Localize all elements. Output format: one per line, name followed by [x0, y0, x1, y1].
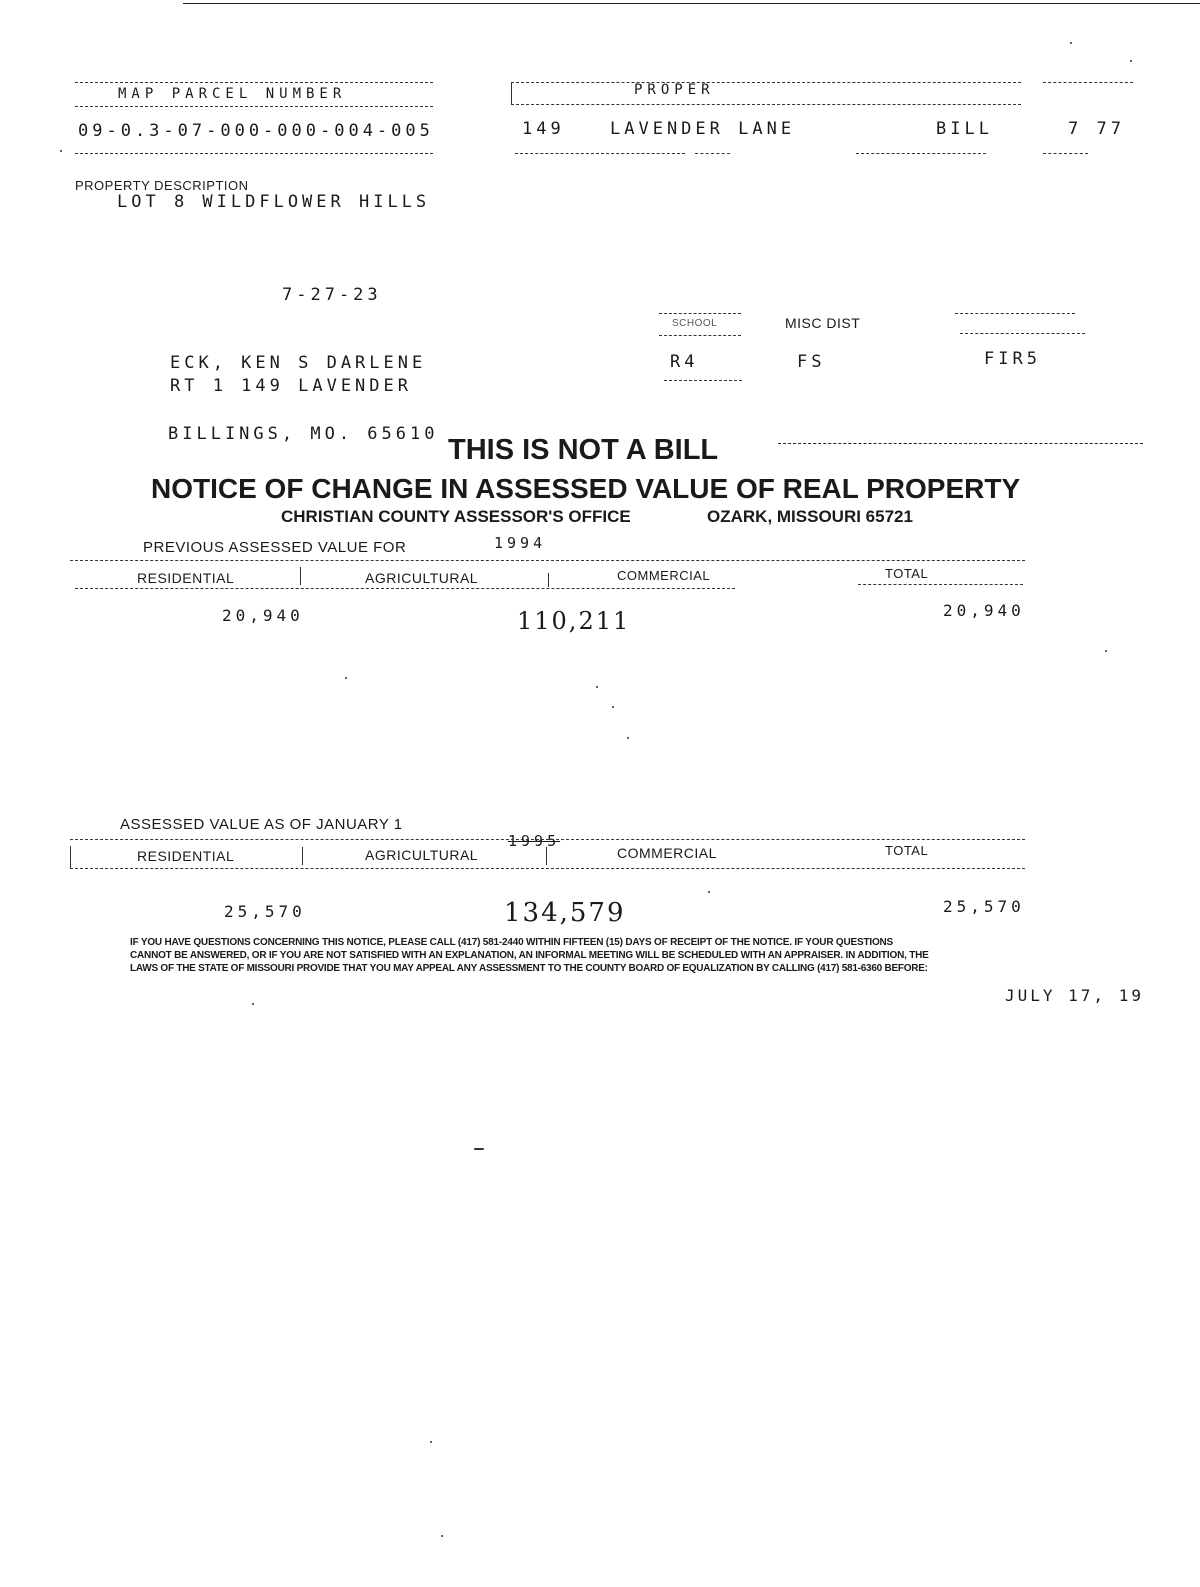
previous-table-bottom-right — [858, 584, 1023, 585]
owner-city: BILLINGS, MO. 65610 — [168, 424, 439, 444]
fire-value: FIR5 — [984, 349, 1041, 369]
scan-speck — [612, 706, 614, 708]
notice-title: NOTICE OF CHANGE IN ASSESSED VALUE OF REAL PROPERTY — [151, 473, 1021, 504]
previous-table-top — [70, 560, 1025, 561]
map-parcel-label: MAP PARCEL NUMBER — [118, 86, 347, 102]
previous-total-header: TOTAL — [885, 566, 929, 581]
previous-col-divider-1 — [300, 567, 301, 585]
scan-speck — [1130, 60, 1132, 62]
scan-speck — [1105, 650, 1107, 652]
previous-agricultural-header: AGRICULTURAL — [365, 570, 479, 586]
current-table-left — [70, 846, 71, 868]
previous-label: PREVIOUS ASSESSED VALUE FOR — [143, 539, 407, 556]
current-label: ASSESSED VALUE AS OF JANUARY 1 — [120, 816, 403, 833]
parcel-box-bottom — [75, 153, 433, 154]
current-agricultural-header: AGRICULTURAL — [365, 847, 479, 863]
property-address-number: 149 — [522, 119, 565, 139]
previous-total-value: 20,940 — [943, 601, 1025, 620]
property-box-divider — [511, 104, 1021, 105]
property-description-value: LOT 8 WILDFLOWER HILLS — [117, 192, 431, 212]
fire-box-divider — [960, 333, 1085, 334]
school-label: SCHOOL — [672, 318, 718, 329]
current-table-bottom — [70, 868, 1025, 869]
current-residential-value: 25,570 — [224, 902, 306, 921]
current-commercial-header: COMMERCIAL — [617, 845, 717, 861]
property-label: PROPER — [634, 82, 715, 98]
property-street: LAVENDER LANE — [610, 119, 796, 139]
current-total-value: 25,570 — [943, 897, 1025, 916]
not-a-bill-heading: THIS IS NOT A BILL — [448, 434, 719, 466]
school-value: R4 — [670, 352, 699, 372]
footer-line-1: IF YOU HAVE QUESTIONS CONCERNING THIS NOTICE, PLEASE CALL (417) 581-2440 WITHIN FIFTEEN (15) DAYS OF RECEIPT OF THE NOTICE. IF YOUR QUESTIONS — [130, 937, 894, 948]
misc-dist-value: FS — [797, 352, 826, 372]
parcel-box-divider — [75, 106, 433, 107]
school-box-top — [659, 313, 741, 314]
property-box-top — [511, 82, 1021, 83]
previous-residential-value: 20,940 — [222, 606, 304, 625]
previous-residential-header: RESIDENTIAL — [137, 570, 235, 586]
previous-year: 1994 — [494, 534, 547, 552]
appeal-deadline: JULY 17, 19 — [1005, 986, 1144, 1005]
current-year: 1995 — [508, 832, 561, 850]
school-box-divider — [659, 335, 741, 336]
map-parcel-number: 09-0.3-07-000-000-004-005 — [78, 121, 434, 141]
footer-line-2: CANNOT BE ANSWERED, OR IF YOU ARE NOT SATISFIED WITH AN EXPLANATION, AN INFORMAL MEETING WILL BE SCHEDULED WITH AN APPRAISER. IN ADDITION, THE — [130, 950, 929, 961]
current-total-header: TOTAL — [885, 843, 929, 858]
scan-speck — [345, 677, 347, 679]
previous-col-divider-2 — [548, 573, 549, 587]
scan-speck — [708, 891, 710, 893]
previous-table-bottom — [75, 588, 735, 589]
scan-speck — [1070, 42, 1072, 44]
school-box-bottom — [664, 380, 742, 381]
scan-speck — [60, 150, 62, 152]
property-code: 7 77 — [1068, 119, 1125, 139]
owner-name: ECK, KEN S DARLENE — [170, 353, 427, 373]
scan-speck — [252, 1003, 254, 1005]
property-underline-3 — [856, 153, 986, 154]
scan-speck — [627, 737, 629, 739]
property-underline-4 — [1043, 153, 1088, 154]
property-underline-2 — [695, 153, 730, 154]
current-col-divider-1 — [302, 847, 303, 865]
current-agricultural-value: 134,579 — [504, 898, 626, 928]
property-underline-1 — [515, 153, 685, 154]
scan-speck — [596, 686, 598, 688]
address-rule — [778, 443, 1143, 444]
previous-agricultural-value: 110,211 — [517, 607, 631, 635]
property-description-label: PROPERTY DESCRIPTION — [75, 178, 249, 193]
owner-address: RT 1 149 LAVENDER — [170, 376, 412, 396]
property-box-left — [511, 82, 512, 104]
misc-dist-label: MISC DIST — [785, 315, 861, 331]
scan-speck — [430, 1441, 432, 1443]
footer-line-3: LAWS OF THE STATE OF MISSOURI PROVIDE THAT YOU MAY APPEAL ANY ASSESSMENT TO THE COUNTY BOARD OF EQUALIZATION BY CALLING (417) 581-6360 BEFORE: — [130, 963, 928, 974]
property-box-top-right — [1043, 82, 1133, 83]
current-table-top — [70, 839, 1025, 840]
property-city: BILL — [936, 119, 993, 139]
scan-speck — [441, 1535, 443, 1537]
top-border — [183, 3, 1200, 4]
parcel-box-top — [75, 82, 433, 83]
date-code: 7-27-23 — [282, 285, 382, 305]
previous-commercial-header: COMMERCIAL — [617, 568, 711, 583]
current-residential-header: RESIDENTIAL — [137, 848, 235, 864]
assessor-office: CHRISTIAN COUNTY ASSESSOR'S OFFICE — [281, 507, 631, 526]
scan-speck — [474, 1148, 484, 1150]
assessor-location: OZARK, MISSOURI 65721 — [707, 507, 913, 526]
fire-box-top — [955, 313, 1075, 314]
current-col-divider-2 — [546, 847, 547, 865]
